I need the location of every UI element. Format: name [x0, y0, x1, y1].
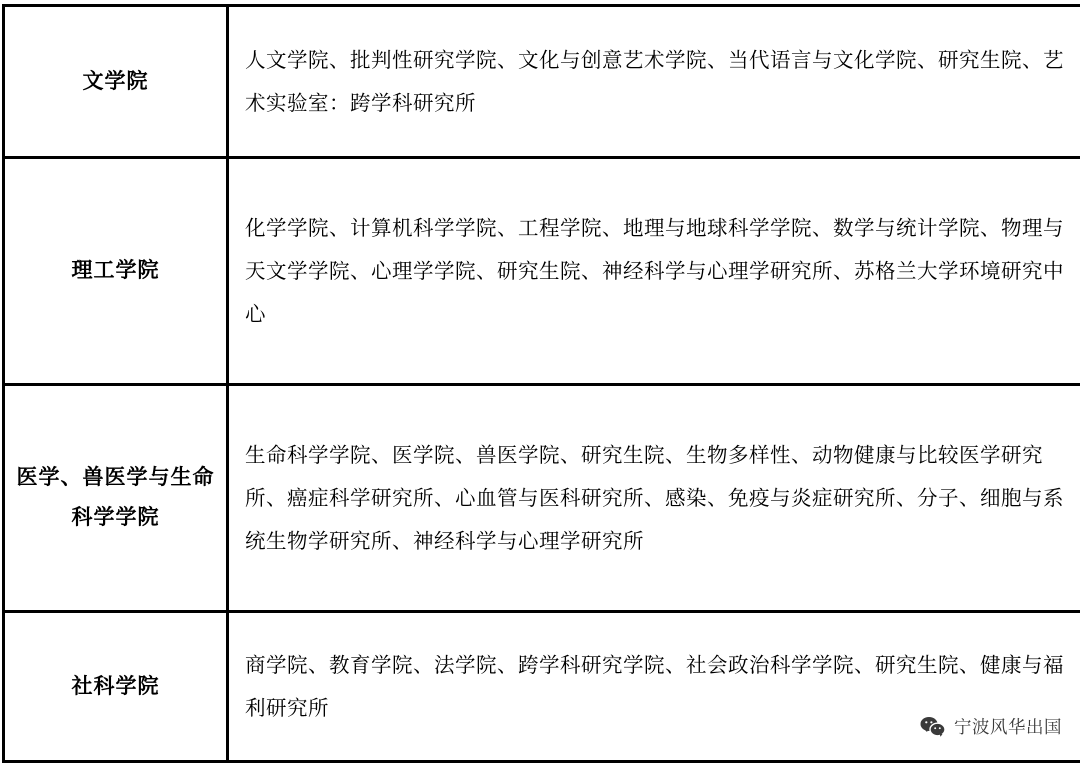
table-row: [4, 158, 1080, 385]
table-row: [4, 612, 1080, 762]
table-row: [4, 385, 1080, 612]
document-page: [0, 4, 1080, 763]
watermark-text: 宁波风华出国: [954, 714, 1062, 739]
faculty-name-cell: 理工学院: [4, 158, 228, 385]
faculty-departments-cell: 化学学院、计算机科学学院、工程学院、地理与地球科学学院、数学与统计学院、物理与天文学学院、心理学学院、研究生院、神经科学与心理学研究所、苏格兰大学环境研究中心: [228, 158, 1080, 385]
faculty-departments-cell: 商学院、教育学院、法学院、跨学科研究学院、社会政治科学学院、研究生院、健康与福利研究所: [228, 612, 1080, 762]
faculty-name-cell: 医学、兽医学与生命科学学院: [4, 385, 228, 612]
faculty-table: [2, 4, 1080, 763]
faculty-departments-cell: 生命科学学院、医学院、兽医学院、研究生院、生物多样性、动物健康与比较医学研究所、癌症科学研究所、心血管与医科研究所、感染、免疫与炎症研究所、分子、细胞与系统生物学研究所、神经科学与心理学研究所: [228, 385, 1080, 612]
watermark: [920, 714, 1062, 739]
faculty-table-body: [4, 6, 1080, 762]
faculty-name-cell: 文学院: [4, 6, 228, 158]
faculty-name-cell: 社科学院: [4, 612, 228, 762]
faculty-departments-cell: 人文学院、批判性研究学院、文化与创意艺术学院、当代语言与文化学院、研究生院、艺术实验室：跨学科研究所: [228, 6, 1080, 158]
wechat-icon: [920, 716, 946, 738]
table-row: [4, 6, 1080, 158]
